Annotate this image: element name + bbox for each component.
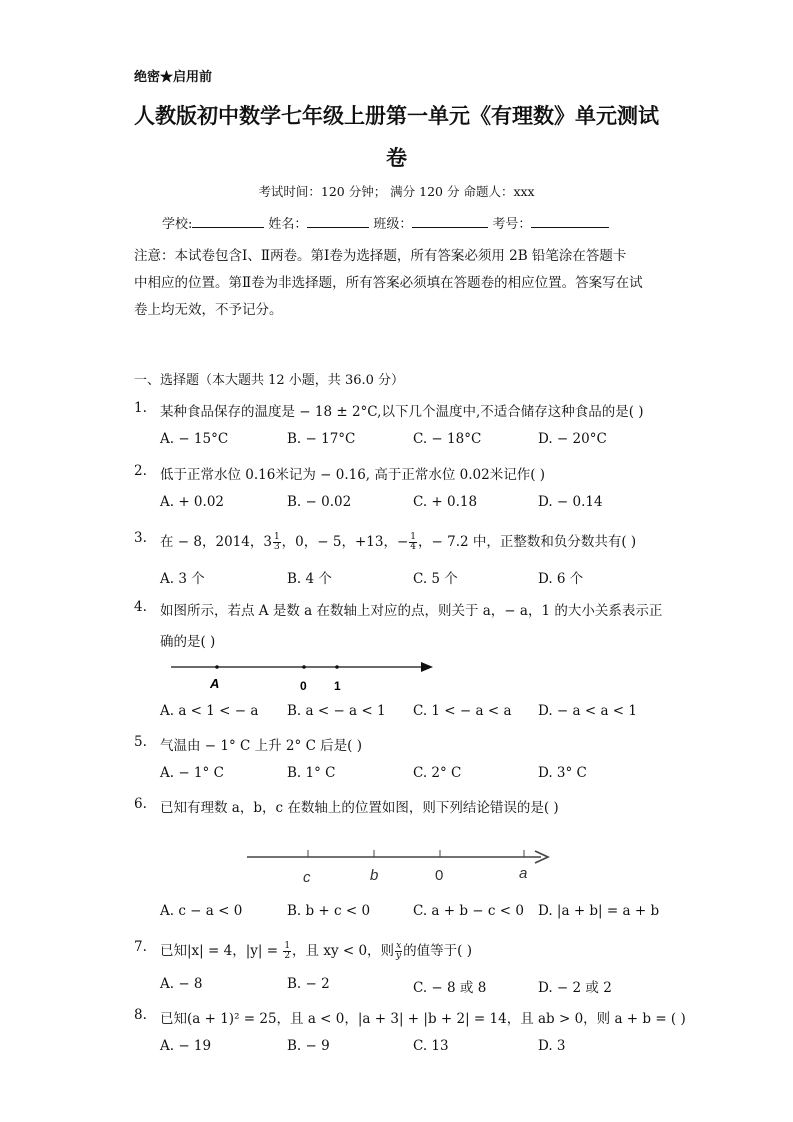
class-label: 班级： — [373, 217, 413, 232]
question-number: 6. — [134, 796, 147, 812]
question-text: 某种食品保存的温度是 − 18 ± 2°C,以下几个温度中,不适合储存这种食品的是( ) — [160, 404, 644, 420]
school-label: 学校: — [162, 217, 193, 232]
question-text-part: 已知|x| = 4，|y| = — [160, 943, 283, 959]
fraction — [273, 533, 281, 552]
name-blank[interactable] — [307, 215, 369, 228]
question-text: 气温由 − 1° C 上升 2° C 后是( ) — [160, 738, 363, 754]
question-text: 已知(a + 1)² = 25，且 a < 0，|a + 3| + |b + 2| = 14，且 ab > 0，则 a + b = ( ) — [160, 1011, 686, 1027]
option-b[interactable]: B. 1° C — [287, 765, 336, 781]
confidential-label: 绝密★启用前 — [134, 70, 213, 85]
school-blank[interactable] — [192, 215, 264, 228]
notice-line: 卷上均无效，不予记分。 — [134, 302, 283, 318]
exam-title: 人教版初中数学七年级上册第一单元《有理数》单元测试 — [134, 103, 659, 128]
question-text-part: 的值等于( ) — [403, 943, 472, 959]
option-b[interactable]: B. − 9 — [287, 1038, 330, 1054]
question-text — [160, 530, 636, 552]
axis-label: 0 — [435, 867, 444, 884]
option-b[interactable]: B. a < − a < 1 — [287, 703, 386, 719]
question-text — [160, 939, 472, 961]
question-number: 3. — [134, 530, 147, 546]
option-c[interactable]: C. 2° C — [413, 765, 462, 781]
axis-label: a — [519, 865, 528, 882]
exam-info: 考试时间：120 分钟； 满分 120 分 命题人：xxx — [258, 184, 535, 199]
option-d[interactable]: D. |a + b| = a + b — [538, 903, 660, 919]
fraction — [395, 942, 402, 961]
question-text: 已知有理数 a，b，c 在数轴上的位置如图，则下列结论错误的是( ) — [160, 800, 559, 816]
exam-title-line2: 卷 — [386, 145, 407, 170]
option-b[interactable]: B. b + c < 0 — [287, 903, 371, 919]
notice-line: 中相应的位置。第Ⅱ卷为非选择题，所有答案必须填在答题卷的相应位置。答案写在试 — [134, 275, 643, 291]
option-c[interactable]: C. − 8 或 8 — [413, 980, 487, 996]
axis-point — [302, 665, 306, 669]
axis-label: c — [303, 869, 311, 886]
option-a[interactable]: A. − 1° C — [160, 765, 224, 781]
question-text-part: ，且 xy < 0，则 — [292, 943, 395, 959]
option-d[interactable]: D. − a < a < 1 — [538, 703, 638, 719]
fraction — [409, 533, 417, 552]
option-d[interactable]: D. 3° C — [538, 765, 587, 781]
axis-arrow-icon — [421, 662, 433, 672]
option-c[interactable]: C. + 0.18 — [413, 494, 478, 510]
question-text-part: 在 − 8，2014，3 — [160, 534, 272, 550]
question-text-part: ，− 7.2 中，正整数和负分数共有( ) — [418, 534, 637, 550]
axis-point — [335, 665, 339, 669]
exam-notice — [134, 243, 674, 324]
axis-label: 0 — [300, 679, 307, 693]
fraction-denominator: 2 — [284, 951, 291, 961]
option-d[interactable]: D. − 2 或 2 — [538, 980, 612, 996]
class-blank[interactable] — [412, 215, 488, 228]
option-c[interactable]: C. 13 — [413, 1038, 449, 1054]
option-a[interactable]: A. − 15°C — [160, 431, 229, 447]
option-c[interactable]: C. 5 个 — [413, 571, 458, 587]
fraction-numerator: 1 — [410, 532, 416, 542]
option-a[interactable]: A. − 8 — [160, 976, 203, 992]
number-line-q6 — [243, 842, 555, 888]
option-a[interactable]: A. − 19 — [160, 1038, 212, 1054]
notice-line: 注意：本试卷包含Ⅰ、Ⅱ两卷。第Ⅰ卷为选择题，所有答案必须用 2B 铅笔涂在答题卡 — [134, 248, 627, 264]
option-d[interactable]: D. 6 个 — [538, 571, 584, 587]
question-number: 1. — [134, 400, 147, 416]
option-c[interactable]: C. − 18°C — [413, 431, 482, 447]
question-number: 2. — [134, 463, 147, 479]
option-d[interactable]: D. − 20°C — [538, 431, 607, 447]
question-text: 低于正常水位 0.16米记为 − 0.16, 高于正常水位 0.02米记作( ) — [160, 467, 546, 483]
option-a[interactable]: A. + 0.02 — [160, 494, 224, 510]
fraction-numerator: 1 — [273, 532, 280, 542]
option-a[interactable]: A. a < 1 < − a — [160, 703, 259, 719]
fraction — [283, 942, 291, 961]
option-d[interactable]: D. − 0.14 — [538, 494, 603, 510]
option-b[interactable]: B. − 17°C — [287, 431, 356, 447]
option-c[interactable]: C. 1 < − a < a — [413, 703, 512, 719]
section-heading: 一、选择题（本大题共 12 小题，共 36.0 分） — [134, 373, 405, 388]
number-label: 考号： — [492, 217, 532, 232]
question-number: 7. — [134, 939, 147, 955]
question-text: 确的是( ) — [160, 634, 216, 650]
question-number: 8. — [134, 1007, 147, 1023]
question-text: 如图所示，若点 A 是数 a 在数轴上对应的点，则关于 a，− a，1 的大小关系表示正 — [160, 603, 663, 619]
axis-label: b — [370, 867, 379, 884]
option-a[interactable]: A. c − a < 0 — [160, 903, 243, 919]
axis-label: A — [210, 676, 220, 691]
option-b[interactable]: B. 4 个 — [287, 571, 332, 587]
question-number: 4. — [134, 599, 147, 615]
option-b[interactable]: B. − 0.02 — [287, 494, 352, 510]
axis-label: 1 — [334, 679, 341, 693]
fraction-numerator: x — [396, 941, 402, 951]
question-text-part: ，0，− 5，+13，− — [281, 534, 409, 550]
name-label: 姓名： — [268, 217, 308, 232]
fraction-denominator: 4 — [410, 542, 416, 552]
student-info-row — [162, 213, 613, 232]
axis-point — [215, 665, 219, 669]
option-d[interactable]: D. 3 — [538, 1038, 566, 1054]
fraction-numerator: 1 — [284, 941, 291, 951]
fraction-denominator: y — [396, 951, 402, 961]
option-c[interactable]: C. a + b − c < 0 — [413, 903, 524, 919]
option-a[interactable]: A. 3 个 — [160, 571, 205, 587]
option-b[interactable]: B. − 2 — [287, 976, 330, 992]
number-line-q4 — [165, 655, 440, 695]
question-number: 5. — [134, 734, 147, 750]
number-blank[interactable] — [531, 215, 609, 228]
fraction-denominator: 3 — [273, 542, 280, 552]
